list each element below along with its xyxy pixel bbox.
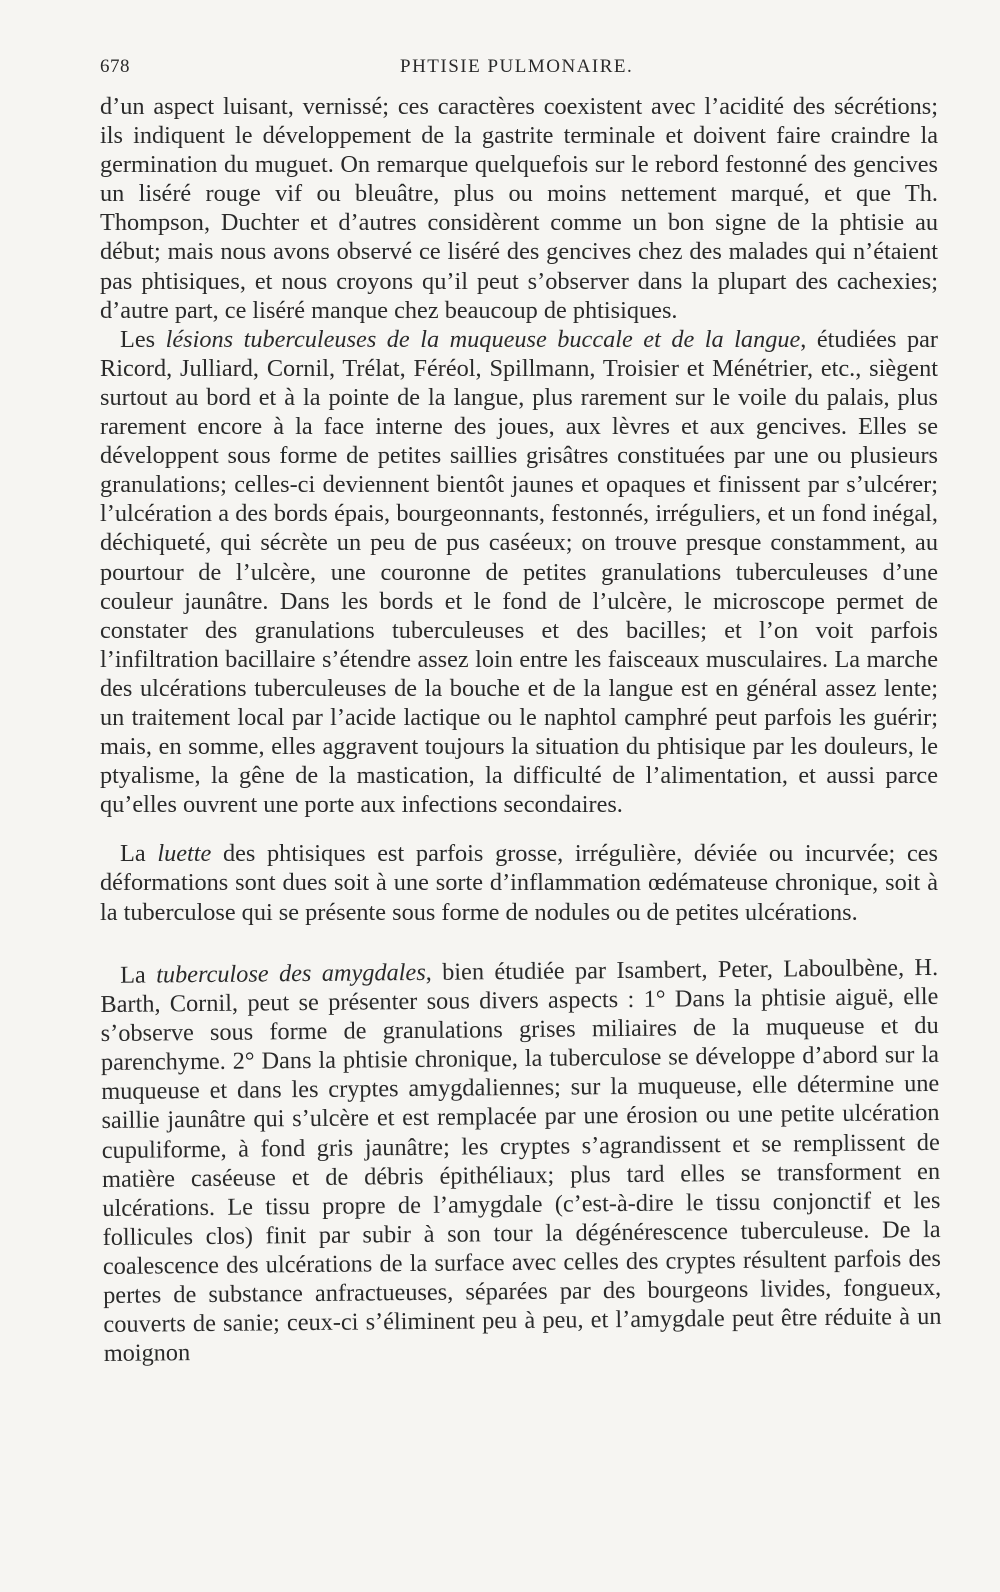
paragraph-rest: des phtisiques est parfois grosse, irrégulière, déviée ou incurvée; ces déformations sont dues soit à une sorte d’inflammation œdémateuse chronique, soit à la tuberculose qui se présente sous forme de nodules ou de petites ulcérations.	[100, 840, 938, 926]
running-title: PHTISIE PULMONAIRE.	[400, 56, 634, 77]
paragraph-lead: La	[120, 840, 158, 868]
paragraph-lead: La	[120, 961, 157, 989]
paragraph-lead: Les	[120, 325, 166, 353]
page-header	[100, 56, 936, 84]
paragraph-rest: , bien étudiée par Isambert, Peter, Laboulbène, H. Barth, Cornil, peut se présenter sous divers aspects : 1° Dans la phtisie aiguë, elle s’observe sous forme de granulations grises miliaires de la muqueuse et du parenchyme. 2° Dans la phtisie chronique, la tuberculose se développe d’abord sur la muqueuse et dans les cryptes amygdaliennes; sur la muqueuse, elle détermine une saillie jaunâtre qui s’ulcère et est remplacée par une érosion ou une petite ulcération cupuliforme, à fond gris jaunâtre; les cryptes s’agrandissent et se remplissent de matière caséeuse et de débris épithéliaux; plus tard elles se transforment en ulcérations. Le tissu propre de l’amygdale (c’est-à-dire le tissu conjonctif et les follicules clos) finit par subir à son tour la dégénérescence tuberculeuse. De la coalescence des ulcérations de la surface avec celles des cryptes résultent parfois des pertes de substance anfractueuses, séparées par des bourgeons livides, fongueux, couverts de sanie; ceux-ci s’éliminent peu à peu, et l’amygdale peut être réduite à un moignon	[100, 953, 942, 1367]
paragraph-italic-term: luette	[157, 840, 212, 868]
paragraph-uvula	[100, 839, 938, 926]
paragraph-tonsils	[100, 953, 942, 1368]
paragraph-italic-term: lésions tuberculeuses de la muqueuse buccale et de la langue	[165, 325, 801, 353]
paragraph-rest: , étudiées par Ricord, Julliard, Cornil, Trélat, Féréol, Spillmann, Troisier et Ménétrier, etc., siègent surtout au bord et à la pointe de la langue, plus rarement sur le voile du palais, plus rarement encore à la face interne des joues, aux lèvres et aux gencives. Elles se développent sous forme de petites saillies grisâtres constituées par une ou plusieurs granulations; celles-ci deviennent bientôt jaunes et opaques et finissent par s’ulcérer; l’ulcération a des bords épais, bourgeonnants, festonnés, irréguliers, et un fond inégal, déchiqueté, qui sécrète un peu de pus caséeux; on trouve presque constamment, au pourtour de l’ulcère, une couronne de petites granulations tuberculeuses d’une couleur jaunâtre. Dans les bords et le fond de l’ulcère, le microscope permet de constater des granulations tuberculeuses et des bacilles; et l’on voit parfois l’infiltration bacillaire s’étendre assez loin entre les faisceaux musculaires. La marche des ulcérations tuberculeuses de la bouche et de la langue est en général assez lente; un traitement local par l’acide lactique ou le naphtol camphré peut parfois les guérir; mais, en somme, elles aggravent toujours la situation du phtisique par les douleurs, le ptyalisme, la gêne de la mastication, la difficulté de l’alimentation, et aussi parce qu’elles ouvrent une porte aux infections secondaires.	[100, 325, 938, 819]
paragraph-buccal-signs: d’un aspect luisant, vernissé; ces caractères coexistent avec l’acidité des sécrétions; ils indiquent le développement de la gastrite terminale et doivent faire craindre la germination du muguet. On remarque quelquefois sur le rebord festonné des gencives un liséré rouge vif ou bleuâtre, plus ou moins nettement marqué, et que Th. Thompson, Duchter et d’autres considèrent comme un bon signe de la phtisie au début; mais nous avons observé ce liséré des gencives chez des malades qui n’étaient pas phtisiques, et nous croyons qu’il peut s’observer dans la plupart des cachexies; d’autre part, ce liséré manque chez beaucoup de phtisiques.	[100, 93, 938, 324]
body-text	[100, 92, 942, 1368]
paragraph-tongue-lesions	[100, 325, 938, 820]
page-number: 678	[100, 56, 130, 77]
paragraph-italic-term: tuberculose des amygdales	[156, 958, 426, 989]
